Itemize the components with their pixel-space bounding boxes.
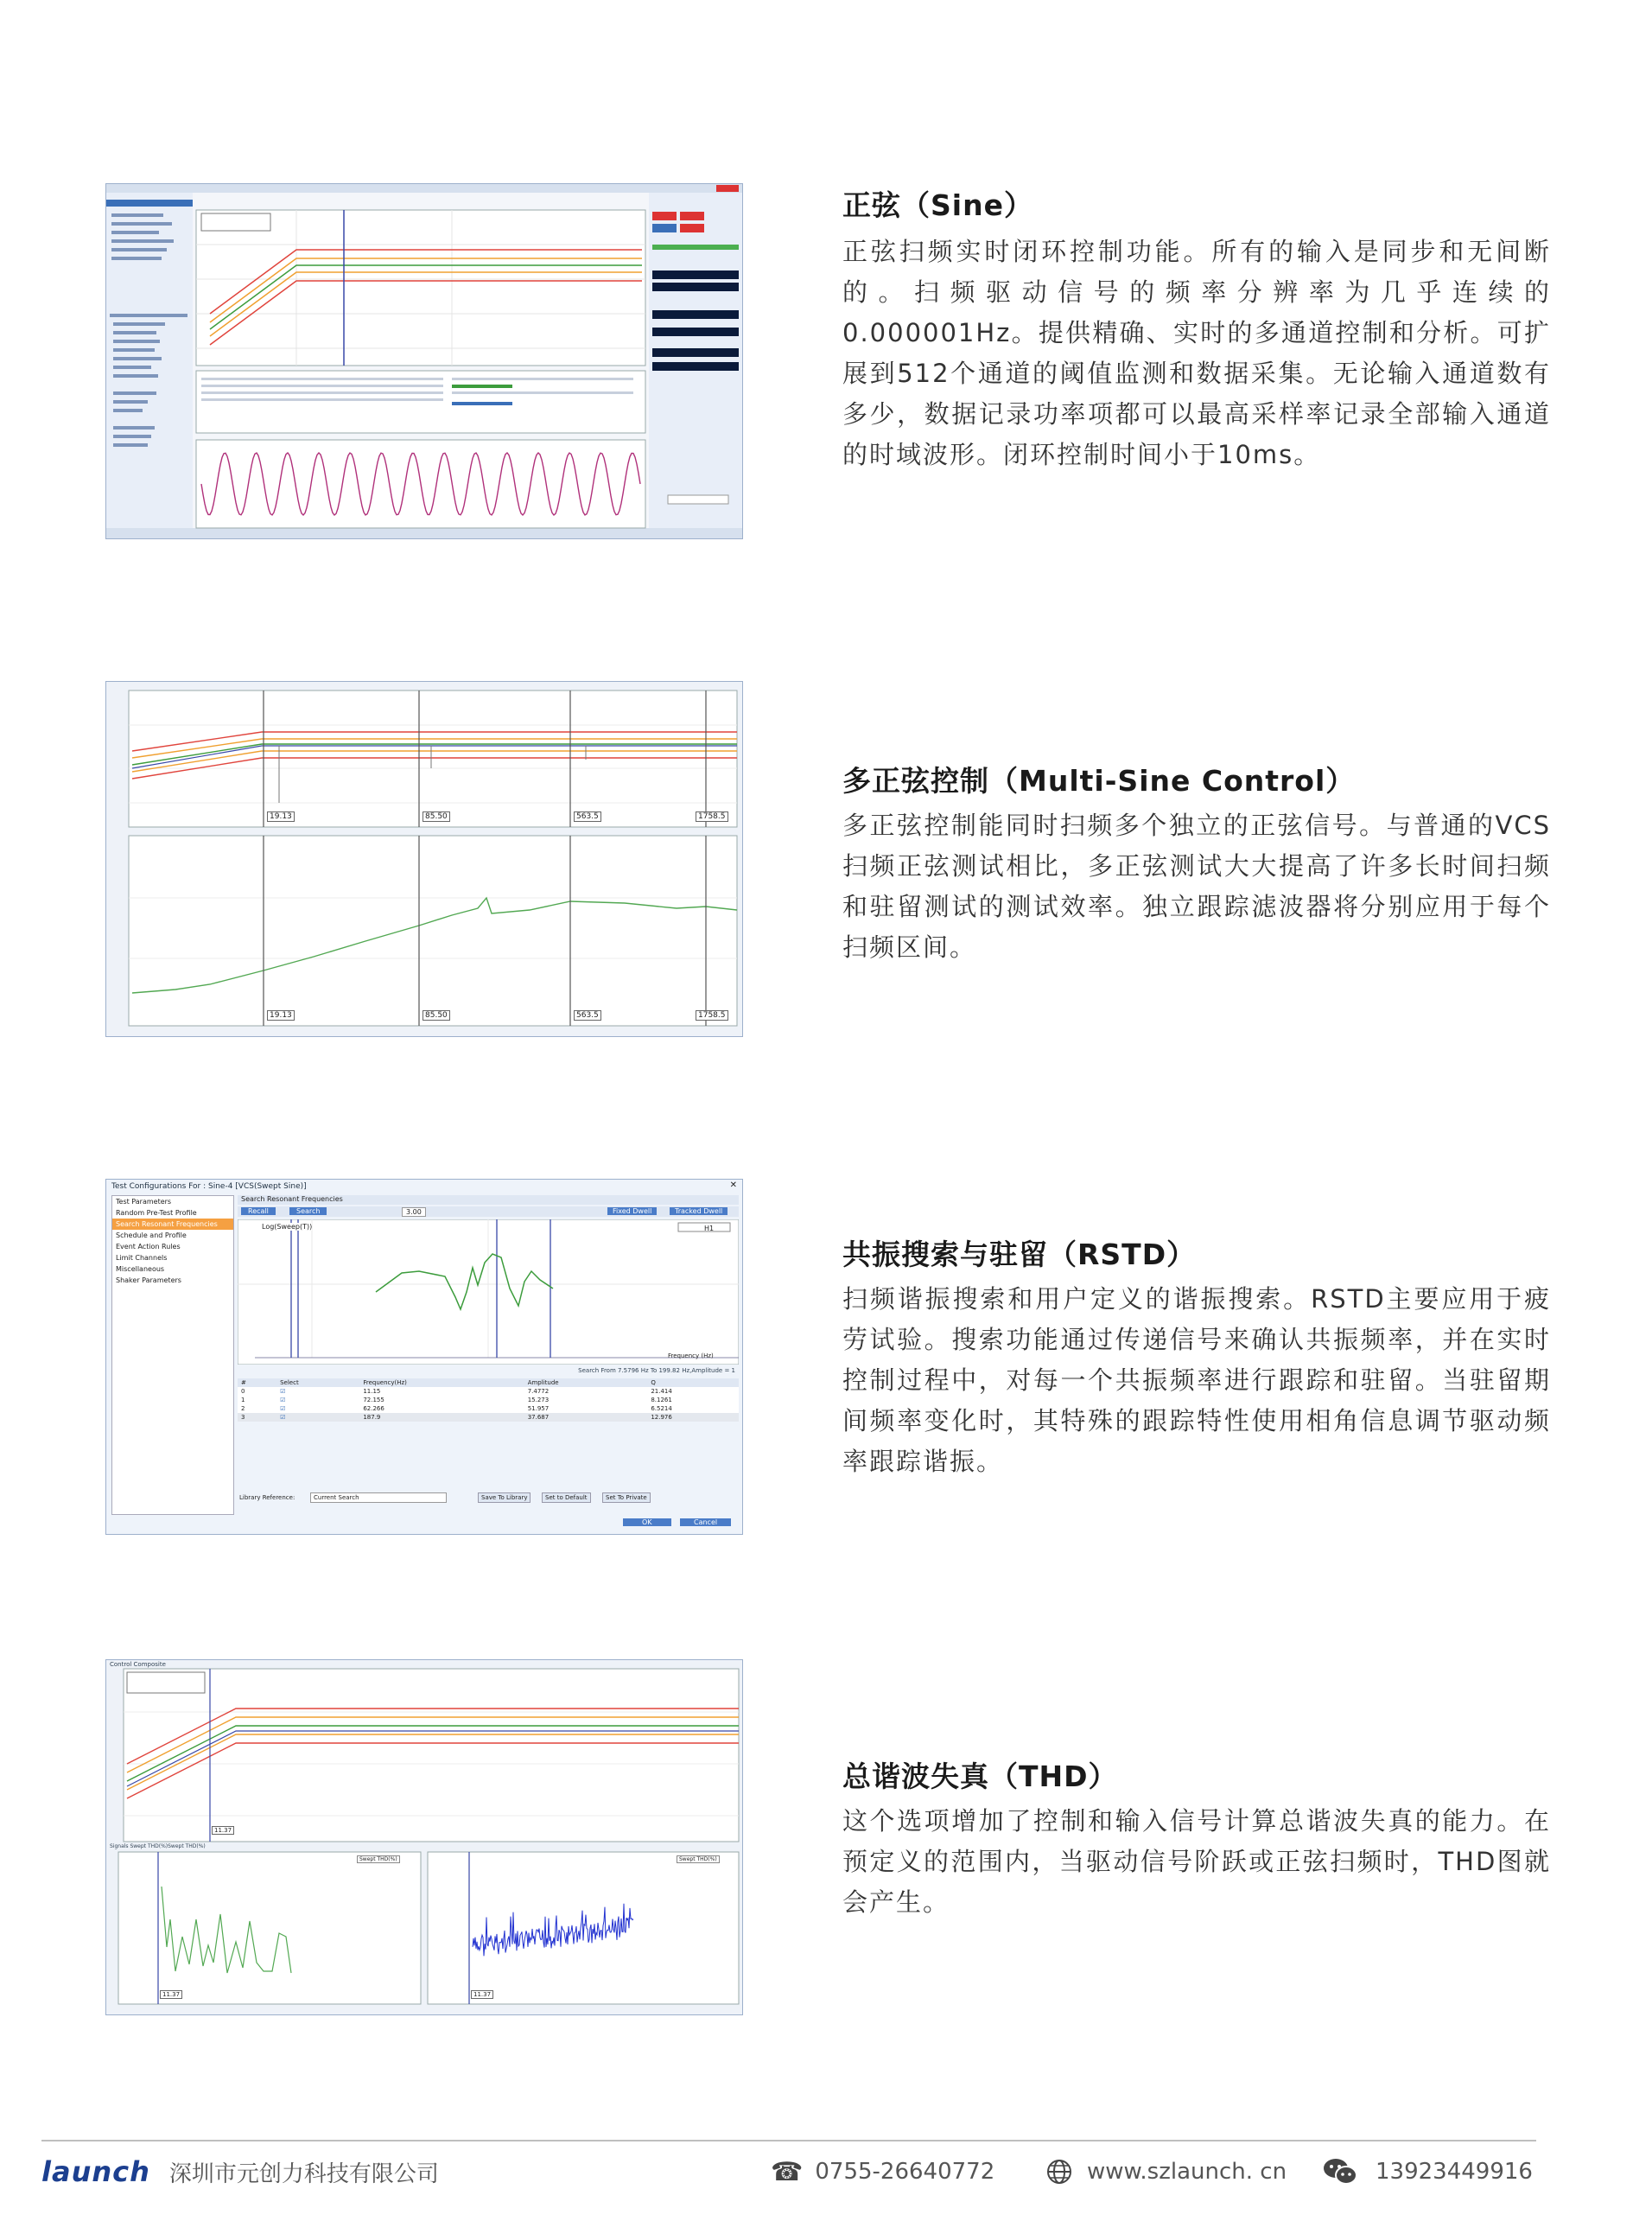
row-checkbox[interactable]: ☑ — [280, 1405, 286, 1412]
thd-top-title: Control Composite — [110, 1661, 166, 1668]
sine-screenshot — [105, 183, 743, 539]
rstd-body: 扫频谐振搜索和用户定义的谐振搜索。RSTD主要应用于疲劳试验。搜索功能通过传递信号来确认共振频率，并在实时控制过程中，对每一个共振频率进行跟踪和驻留。当驻留期间频率变化时，其特殊的跟踪特性使用相角信息调节驱动频率跟踪谐振。 — [842, 1284, 1551, 1476]
table-cell: 2 — [241, 1405, 245, 1412]
multisine-body: 多正弦控制能同时扫频多个独立的正弦信号。与普通的VCS扫频正弦测试相比，多正弦测试大大提高了许多长时间扫频和驻留测试的测试效率。独立跟踪滤波器将分别应用于每个扫频区间。 — [842, 811, 1551, 962]
table-cell: 1 — [241, 1397, 245, 1403]
plot-label: Log(Sweep(T)) — [262, 1223, 313, 1231]
x-axis-label: Frequency (Hz) — [668, 1352, 714, 1359]
table-cell: 3 — [241, 1414, 245, 1421]
search-button[interactable]: Search — [289, 1207, 327, 1215]
cancel-button[interactable]: Cancel — [680, 1518, 731, 1526]
resonance-table — [238, 1378, 739, 1422]
rstd-tree-item[interactable]: Miscellaneous — [116, 1265, 165, 1273]
website-url: www.szlaunch. cn — [1087, 2159, 1287, 2185]
row-checkbox[interactable]: ☑ — [280, 1397, 286, 1403]
table-cell: 187.9 — [363, 1414, 381, 1421]
table-cell: 8.1261 — [651, 1397, 672, 1403]
rstd-close-icon[interactable]: ✕ — [729, 1180, 737, 1190]
rstd-toolbar — [238, 1206, 739, 1217]
thd-marker-left: 11.37 — [160, 1990, 182, 1999]
rstd-tree-item[interactable]: Limit Channels — [116, 1254, 168, 1262]
fixed-dwell-button[interactable]: Fixed Dwell — [607, 1207, 657, 1215]
table-cell: 21.414 — [651, 1388, 672, 1395]
phone-icon: ☎ — [771, 2156, 804, 2187]
thd-legend-right: Swept THD(%) — [677, 1855, 720, 1863]
tracked-dwell-button[interactable]: Tracked Dwell — [670, 1207, 728, 1215]
thd-marker-right: 11.37 — [471, 1990, 493, 1999]
rstd-tree-item[interactable]: Search Resonant Frequencies — [112, 1219, 233, 1230]
company-name: 深圳市元创力科技有限公司 — [168, 2160, 439, 2187]
multisine-screenshot — [105, 681, 743, 1037]
table-row[interactable] — [238, 1396, 739, 1404]
recall-button[interactable]: Recall — [241, 1207, 276, 1215]
table-cell: 11.15 — [363, 1388, 381, 1395]
search-caption: Search From 7.5796 Hz To 199.82 Hz,Amplitude = 1 — [578, 1367, 735, 1374]
sine-title: 正弦（Sine） — [842, 188, 1033, 222]
table-cell: 7.4772 — [527, 1388, 550, 1395]
rstd-tree-item[interactable]: Test Parameters — [116, 1198, 172, 1206]
library-bar — [238, 1492, 739, 1505]
wechat-icon — [1322, 2157, 1358, 2186]
multisine-marker-1: 19.13 — [267, 811, 295, 822]
globe-icon — [1045, 2158, 1073, 2186]
table-row[interactable] — [238, 1413, 739, 1422]
multisine-marker-7: 563.5 — [574, 1010, 601, 1021]
table-cell: 72.155 — [363, 1397, 384, 1403]
set-to-default-button[interactable]: Set to Default — [542, 1492, 591, 1503]
rstd-tree-item[interactable]: Schedule and Profile — [116, 1231, 187, 1239]
table-header: Amplitude — [527, 1379, 559, 1386]
save-to-library-button[interactable]: Save To Library — [478, 1492, 531, 1503]
table-cell: 15.273 — [527, 1397, 550, 1403]
multisine-marker-5: 19.13 — [267, 1010, 295, 1021]
multisine-marker-6: 85.50 — [423, 1010, 450, 1021]
rstd-tree-item[interactable]: Random Pre-Test Profile — [116, 1209, 197, 1217]
thd-legend-left: Swept THD(%) — [357, 1855, 400, 1863]
table-header: Select — [280, 1379, 299, 1386]
thd-screenshot — [105, 1659, 743, 2015]
footer-mobile — [1322, 2150, 1533, 2193]
sine-body: 正弦扫频实时闭环控制功能。所有的输入是同步和无间断的。扫频驱动信号的频率分辨率为几乎连续的0.000001Hz。提供精确、实时的多通道控制和分析。可扩展到512个通道的阈值监测和数据采集。无论输入通道数有多少，数据记录功率项都可以最高采样率记录全部输入通道的时域波形。闭环控制时间小于10ms。 — [842, 237, 1551, 469]
plot-legend: H1 — [704, 1225, 715, 1232]
library-label: Library Reference: — [239, 1494, 295, 1501]
set-to-private-button[interactable]: Set To Private — [602, 1492, 651, 1503]
row-checkbox[interactable]: ☑ — [280, 1414, 286, 1421]
rstd-tree — [111, 1195, 234, 1515]
multisine-title: 多正弦控制（Multi-Sine Control） — [842, 764, 1356, 798]
ok-button[interactable]: OK — [623, 1518, 671, 1526]
launch-logo: launch — [41, 2155, 150, 2188]
rstd-title: 共振搜索与驻留（RSTD） — [842, 1238, 1197, 1271]
multisine-marker-4: 1758.5 — [696, 811, 728, 822]
mobile-number: 13923449916 — [1376, 2159, 1533, 2185]
library-select[interactable]: Current Search — [310, 1492, 447, 1503]
rstd-window-title: Test Configurations For : Sine-4 [VCS(Swept Sine)] — [111, 1182, 307, 1191]
table-cell: 37.687 — [527, 1414, 550, 1421]
rstd-tree-item[interactable]: Event Action Rules — [116, 1243, 181, 1250]
thd-marker-top: 11.37 — [212, 1826, 234, 1835]
table-header: Q — [651, 1379, 656, 1386]
table-header: Frequency(Hz) — [363, 1379, 407, 1386]
rstd-screenshot — [105, 1179, 743, 1535]
table-cell: 6.5214 — [651, 1405, 672, 1412]
table-row[interactable] — [238, 1404, 739, 1413]
table-cell: 12.976 — [651, 1414, 672, 1421]
thd-bottom-title: Signals Swept THD(%)Swept THD(%) — [110, 1843, 206, 1849]
phone-number: 0755-26640772 — [815, 2159, 995, 2185]
table-cell: 62.266 — [363, 1405, 384, 1412]
footer-brand — [41, 2150, 439, 2193]
table-cell: 51.957 — [527, 1405, 550, 1412]
thd-title: 总谐波失真（THD） — [842, 1760, 1118, 1793]
rstd-panel-title: Search Resonant Frequencies — [238, 1195, 739, 1205]
multisine-marker-3: 563.5 — [574, 811, 601, 822]
footer-website — [1045, 2150, 1287, 2193]
footer-divider — [41, 2140, 1536, 2141]
multisine-marker-2: 85.50 — [423, 811, 450, 822]
row-checkbox[interactable]: ☑ — [280, 1388, 286, 1395]
amplitude-input[interactable]: 3.00 — [402, 1207, 426, 1217]
table-row[interactable] — [238, 1387, 739, 1396]
footer-phone — [771, 2150, 994, 2193]
table-header: # — [241, 1379, 246, 1386]
table-cell: 0 — [241, 1388, 245, 1395]
rstd-tree-item[interactable]: Shaker Parameters — [116, 1276, 181, 1284]
thd-body: 这个选项增加了控制和输入信号计算总谐波失真的能力。在预定义的范围内，当驱动信号阶跃或正弦扫频时，THD图就会产生。 — [842, 1806, 1551, 1917]
multisine-marker-8: 1758.5 — [696, 1010, 728, 1021]
